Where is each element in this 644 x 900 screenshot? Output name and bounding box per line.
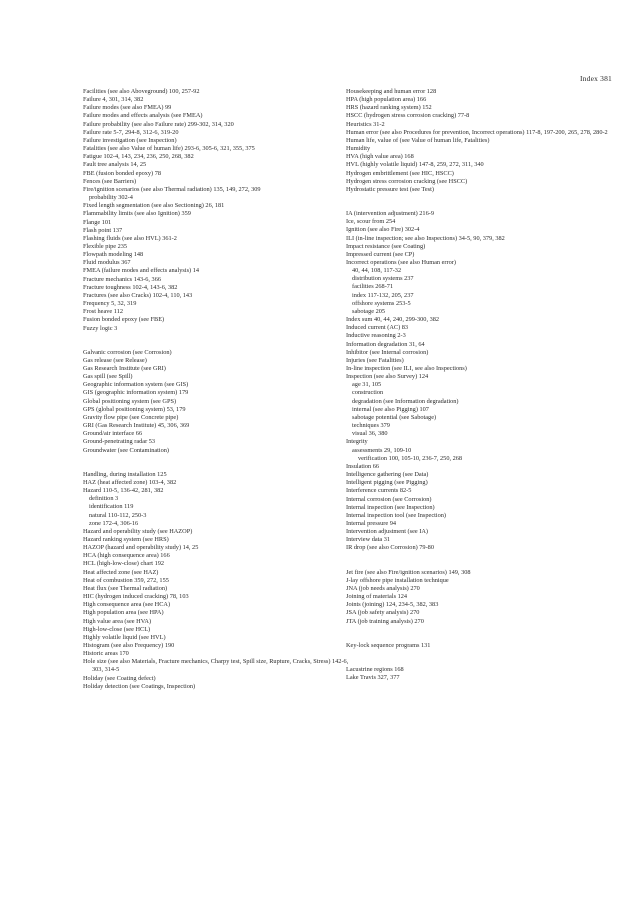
- index-entry: Failure rate 5-7, 294-8, 312-6, 319-20: [83, 128, 179, 136]
- section-gap: [346, 650, 612, 666]
- index-entry: Joints (joining) 124, 234-5, 382, 383: [346, 601, 439, 609]
- index-entry: ILI (in-line inspection; see also Inspections) 34-5, 90, 379, 382: [346, 234, 505, 242]
- index-entry: Fracture toughness 102-4, 143-6, 382: [83, 283, 178, 291]
- index-entry: Intelligent pigging (see Pigging): [346, 479, 428, 487]
- index-subentry: visual 36, 380: [352, 430, 388, 438]
- index-entry: Insulation 66: [346, 462, 380, 470]
- index-entry: IA (intervention adjustment) 216-9: [346, 210, 434, 218]
- index-entry: JNA (job needs analysis) 270: [346, 584, 420, 592]
- index-entry: Fences (see Barriers): [83, 177, 137, 185]
- index-entry: Intervention adjustment (see IA): [346, 528, 429, 536]
- index-entry: Fractures (see also Cracks) 102-4, 110, 143: [83, 291, 193, 299]
- index-entry: GIS (geographic information system) 179: [83, 389, 189, 397]
- index-column-left: [83, 88, 349, 691]
- index-entry: HCL (high-low-close) chart 192: [83, 560, 165, 568]
- index-entry: Hole size (see also Materials, Fracture mechanics, Charpy test, Spill size, Rupture, Cracks, Stress) 142-6, 303, 314-5: [83, 658, 349, 674]
- index-entry: Internal inspection (see Inspection): [346, 503, 435, 511]
- index-entry: HPA (high population area) 166: [346, 96, 427, 104]
- index-entry: Integrity: [346, 438, 368, 446]
- index-entry: Jet fire (see also Fire/ignition scenarios) 149, 308: [346, 568, 471, 576]
- index-entry: Flowpath modeling 148: [83, 251, 144, 259]
- index-entry: In-line inspection (see ILI, see also Inspections): [346, 365, 467, 372]
- index-entry: Hydrostatic pressure test (see Test): [346, 185, 434, 193]
- index-subentry: internal (see also Pigging) 107: [352, 405, 429, 413]
- index-entry: Human error (see also Procedures for prevention, Incorrect operations) 117-8, 197-200, 265, 278, 280-2: [346, 128, 608, 136]
- index-entry: Hazard 110-5, 136-42, 281, 382: [83, 487, 164, 495]
- index-entry: Ignition (see also Fire) 302-4: [346, 226, 420, 234]
- index-entry: Lake Travis 327, 377: [346, 674, 400, 681]
- index-entry: HRS (hazard ranking system) 152: [346, 104, 432, 112]
- index-entry: Fusion bonded epoxy (see FBE): [83, 316, 165, 324]
- index-entry: Gas spill (see Spill): [83, 373, 133, 381]
- index-entry: Hydrogen embrittlement (see HIC, HSCC): [346, 169, 454, 177]
- index-entry: Failure investigation (see Inspection): [83, 136, 177, 144]
- index-entry: Gravity flow pipe (see Concrete pipe): [83, 413, 179, 421]
- section-gap: [346, 626, 612, 642]
- index-entry: Injuries (see Fatalities): [346, 356, 404, 364]
- index-entry: Failure modes and effects analysis (see FMEA): [83, 112, 203, 120]
- index-subentry: facilities 268-71: [352, 283, 394, 291]
- index-entry: FMEA (failure modes and effects analysis) 14: [83, 267, 199, 275]
- index-entry: Gas release (see Release): [83, 356, 147, 364]
- index-entry: Key-lock sequence programs 131: [346, 641, 431, 649]
- index-entry: HIC (hydrogen induced cracking) 78, 103: [83, 593, 189, 601]
- index-entry: GPS (global positioning system) 53, 179: [83, 405, 186, 413]
- index-entry: Lacustrine regions 168: [346, 665, 404, 673]
- index-entry: JTA (job training analysis) 270: [346, 617, 424, 625]
- index-entry: Fatigue 102-4, 143, 234, 236, 250, 268, 382: [83, 153, 194, 161]
- index-entry: HVL (highly volatile liquid) 147-8, 259, 272, 311, 340: [346, 161, 484, 169]
- index-entry: Gas Research Institute (see GRI): [83, 365, 166, 372]
- index-entry: Inductive reasoning 2-3: [346, 332, 406, 340]
- index-entry: Hydrogen stress corrosion cracking (see HSCC): [346, 177, 468, 185]
- index-subentry: construction: [352, 389, 384, 397]
- index-entry: HAZOP (hazard and operability study) 14, 25: [83, 544, 199, 552]
- index-subentry: techniques 379: [352, 422, 390, 430]
- index-entry: Flashing fluids (see also HVL) 361-2: [83, 234, 177, 242]
- index-entry: Flash point 137: [83, 226, 123, 234]
- index-entry: Humidity: [346, 145, 371, 153]
- index-entry: Ground-penetrating radar 53: [83, 438, 156, 446]
- index-entry: Human life, value of (see Value of human life, Fatalities): [346, 136, 490, 144]
- index-entry: Fault tree analysis 14, 25: [83, 161, 147, 169]
- index-entry: Ice, scour from 254: [346, 218, 396, 226]
- index-entry: Information degradation 31, 64: [346, 340, 425, 348]
- index-subentry: probability 302-4: [89, 194, 133, 202]
- index-entry: High value area (see HVA): [83, 617, 152, 625]
- index-entry: HAZ (heat affected zone) 103-4, 382: [83, 478, 177, 486]
- index-entry: J-lay offshore pipe installation technique: [346, 576, 449, 584]
- index-entry: Galvanic corrosion (see Corrosion): [83, 348, 172, 356]
- index-entry: Induced current (AC) 83: [346, 324, 409, 332]
- index-subentry: age 31, 105: [352, 381, 382, 389]
- index-entry: Heuristics 31-2: [346, 120, 385, 128]
- index-entry: Fire/ignition scenarios (see also Thermal radiation) 135, 149, 272, 309: [83, 185, 261, 193]
- index-entry: IR drop (see also Corrosion) 79-80: [346, 544, 434, 552]
- index-entry: Fuzzy logic 3: [83, 324, 118, 332]
- index-entry: Internal pressure 94: [346, 519, 397, 527]
- index-entry: Fixed length segmentation (see also Sectioning) 26, 181: [83, 202, 225, 210]
- index-entry: Holiday detection (see Coatings, Inspection): [83, 682, 196, 690]
- index-entry: Geographic information system (see GIS): [83, 381, 189, 389]
- index-entry: Failure modes (see also FMEA) 99: [83, 104, 172, 112]
- section-gap: [346, 194, 612, 210]
- index-entry: Global positioning system (see GPS): [83, 397, 177, 405]
- index-entry: Internal corrosion (see Corrosion): [346, 495, 432, 503]
- index-entry: Holiday (see Coating defect): [83, 674, 156, 682]
- index-column-right: [346, 88, 612, 682]
- index-subentry: assessments 29, 109-10: [352, 446, 412, 454]
- index-entry: Joining of materials 124: [346, 593, 408, 601]
- index-entry: Inspection (see also Survey) 124: [346, 373, 429, 381]
- index-entry: Internal inspection tool (see Inspection): [346, 511, 447, 519]
- index-entry: Heat of combustion 359, 272, 155: [83, 576, 169, 584]
- index-entry: Hazard and operability study (see HAZOP): [83, 527, 193, 535]
- index-entry: Housekeeping and human error 128: [346, 88, 437, 95]
- index-entry: Frequency 5, 32, 319: [83, 300, 137, 308]
- index-subentry: verification 100, 105-10, 236-7, 250, 268: [358, 454, 463, 462]
- index-entry: Frost heave 112: [83, 308, 123, 316]
- index-entry: Heat flux (see Thermal radiation): [83, 584, 168, 592]
- index-entry: Histogram (see also Frequency) 190: [83, 642, 175, 649]
- index-subentry: degradation (see Information degradation): [352, 397, 459, 405]
- index-entry: Flammability limits (see also Ignition) 359: [83, 210, 191, 218]
- section-gap: [346, 553, 612, 569]
- index-subentry: zone 172-4, 306-16: [89, 519, 139, 527]
- index-entry: Handling, during installation 125: [83, 470, 167, 478]
- index-entry: Incorrect operations (see also Human error): [346, 258, 456, 266]
- index-entry: Impact resistance (see Coating): [346, 242, 426, 250]
- index-entry: Inhibitor (see Internal corrosion): [346, 348, 429, 356]
- section-gap: [83, 455, 349, 471]
- index-subentry: sabotage 205: [352, 307, 386, 315]
- index-entry: HSCC (hydrogen stress corrosion cracking) 77-8: [346, 112, 470, 120]
- index-entry: Flange 101: [83, 218, 112, 226]
- index-entry: HVA (high value area) 168: [346, 153, 414, 161]
- index-entry: JSA (job safety analysis) 270: [346, 609, 420, 617]
- index-subentry: sabotage potential (see Sabotage): [352, 413, 437, 421]
- index-entry: Facilities (see also Aboveground) 100, 257-92: [83, 88, 200, 95]
- index-subentry: distribution systems 237: [352, 275, 414, 283]
- index-subentry: definition 3: [89, 495, 119, 503]
- index-entry: High population area (see HPA): [83, 609, 164, 617]
- index-entry: Interview data 31: [346, 536, 391, 544]
- index-entry: Hazard ranking system (see HRS): [83, 535, 169, 543]
- page-number-header: Index 381: [579, 74, 612, 83]
- index-entry: Groundwater (see Contamination): [83, 446, 170, 454]
- index-entry: Failure 4, 301, 314, 382: [83, 96, 144, 104]
- index-entry: Fracture mechanics 143-6, 366: [83, 275, 161, 283]
- index-entry: High-low-close (see HCL): [83, 625, 151, 633]
- index-entry: Index sum 40, 44, 240, 299-300, 382: [346, 316, 440, 324]
- index-entry: Interference currents 82-5: [346, 487, 412, 495]
- index-entry: Heat affected zone (see HAZ): [83, 568, 159, 576]
- index-subentry: offshore systems 253-5: [352, 299, 411, 307]
- index-entry: High consequence area (see HCA): [83, 601, 171, 609]
- index-entry: FBE (fusion bonded epoxy) 78: [83, 169, 162, 177]
- index-entry: Historic areas 170: [83, 650, 129, 658]
- index-subentry: identification 119: [89, 503, 134, 511]
- index-entry: Flexible pipe 235: [83, 242, 128, 250]
- index-entry: HCA (high consequence area) 166: [83, 552, 170, 560]
- index-entry: GRI (Gas Research Institute) 45, 306, 369: [83, 422, 190, 430]
- section-gap: [83, 333, 349, 349]
- index-entry: Failure probability (see also Failure rate) 299-302, 314, 320: [83, 120, 234, 128]
- index-subentry: natural 110-112, 250-3: [89, 511, 147, 519]
- index-entry: Ground/air interface 66: [83, 430, 143, 438]
- index-subentry: 40, 44, 108, 117-32: [352, 267, 402, 275]
- index-entry: Highly volatile liquid (see HVL): [83, 633, 166, 641]
- index-entry: Fluid modulus 367: [83, 259, 131, 267]
- index-entry: Impressed current (see CP): [346, 250, 415, 258]
- index-entry: Intelligence gathering (see Data): [346, 471, 429, 479]
- index-subentry: index 117-132, 205, 237: [352, 291, 414, 299]
- index-entry: Fatalities (see also Value of human life) 293-6, 305-6, 321, 355, 375: [83, 145, 255, 153]
